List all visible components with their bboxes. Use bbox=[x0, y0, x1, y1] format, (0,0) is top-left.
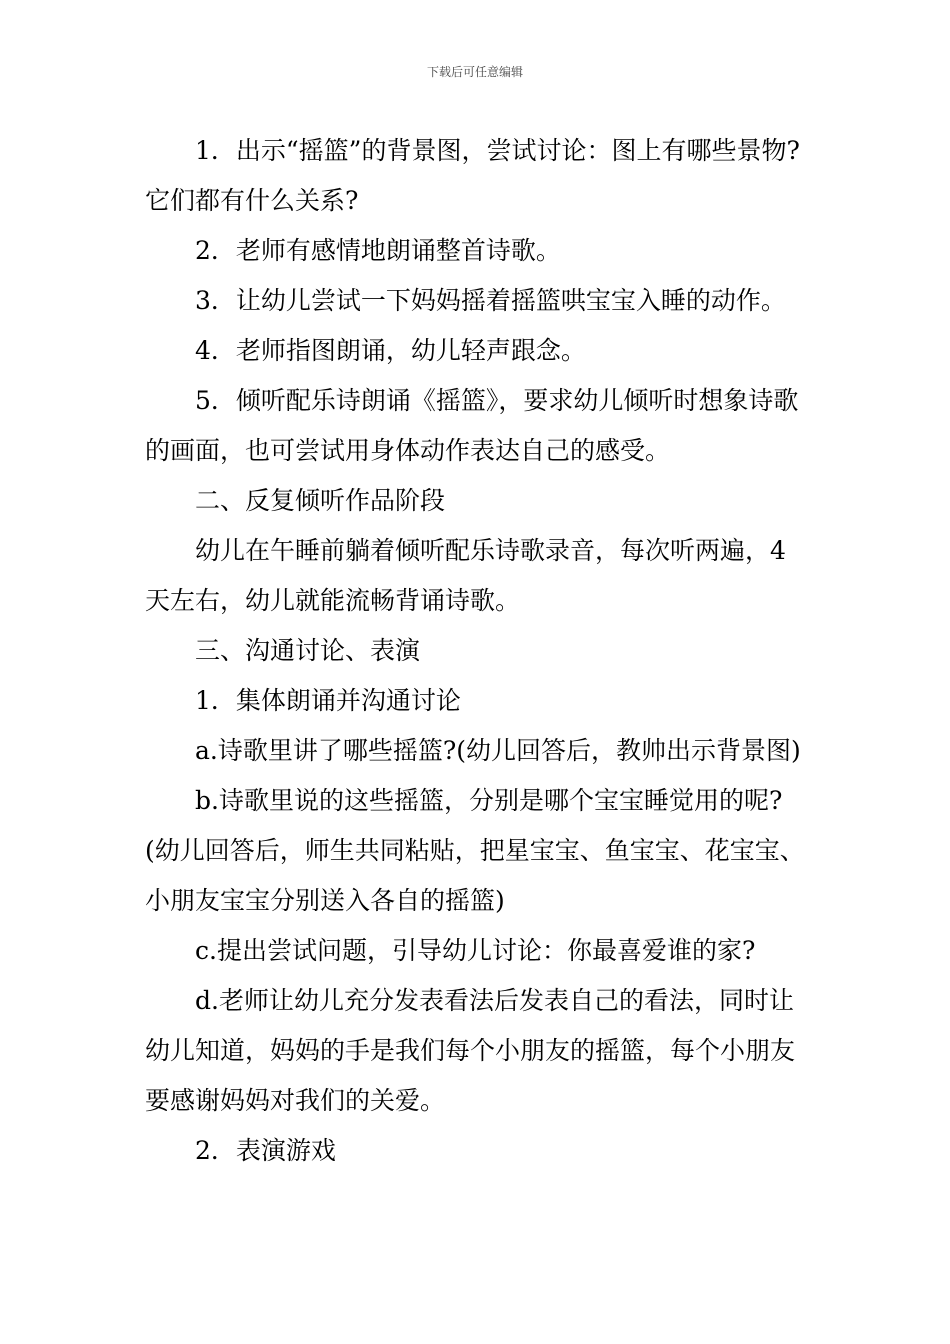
paragraph-group-recital: 1．集体朗诵并沟通讨论 bbox=[195, 686, 461, 715]
paragraph-item-a: a.诗歌里讲了哪些摇篮?(幼儿回答后，教帅出示背景图) bbox=[195, 736, 801, 765]
paragraph-step-5: 5．倾听配乐诗朗诵《摇篮》，要求幼儿倾听时想象诗歌的画面，也可尝试用身体动作表达自己的感受。 bbox=[145, 386, 799, 465]
paragraph-step-4: 4．老师指图朗诵，幼儿轻声跟念。 bbox=[195, 336, 586, 365]
paragraph-listening: 幼儿在午睡前躺着倾听配乐诗歌录音，每次听两遍，4天左右，幼儿就能流畅背诵诗歌。 bbox=[145, 536, 786, 615]
section-heading-3: 三、沟通讨论、表演 bbox=[195, 636, 421, 665]
paragraph-item-c: c.提出尝试问题，引导幼儿讨论：你最喜爱谁的家? bbox=[195, 936, 756, 965]
paragraph-step-3: 3．让幼儿尝试一下妈妈摇着摇篮哄宝宝入睡的动作。 bbox=[195, 286, 786, 315]
document-body bbox=[145, 126, 810, 1176]
paragraph-item-d: d.老师让幼儿充分发表看法后发表自己的看法，同时让幼儿知道，妈妈的手是我们每个小朋友的摇篮，每个小朋友要感谢妈妈对我们的关爱。 bbox=[145, 986, 796, 1115]
paragraph-item-b: b.诗歌里说的这些摇篮，分别是哪个宝宝睡觉用的呢?(幼儿回答后，师生共同粘贴，把星宝宝、鱼宝宝、花宝宝、小朋友宝宝分别送入各自的摇篮) bbox=[145, 786, 805, 915]
section-heading-2: 二、反复倾听作品阶段 bbox=[195, 486, 446, 515]
paragraph-step-1: 1．出示“摇篮”的背景图，尝试讨论：图上有哪些景物?它们都有什么关系? bbox=[145, 136, 800, 215]
paragraph-performance-game: 2．表演游戏 bbox=[195, 1136, 336, 1165]
paragraph-step-2: 2．老师有感情地朗诵整首诗歌。 bbox=[195, 236, 561, 265]
page-header-note: 下载后可任意编辑 bbox=[426, 65, 523, 79]
